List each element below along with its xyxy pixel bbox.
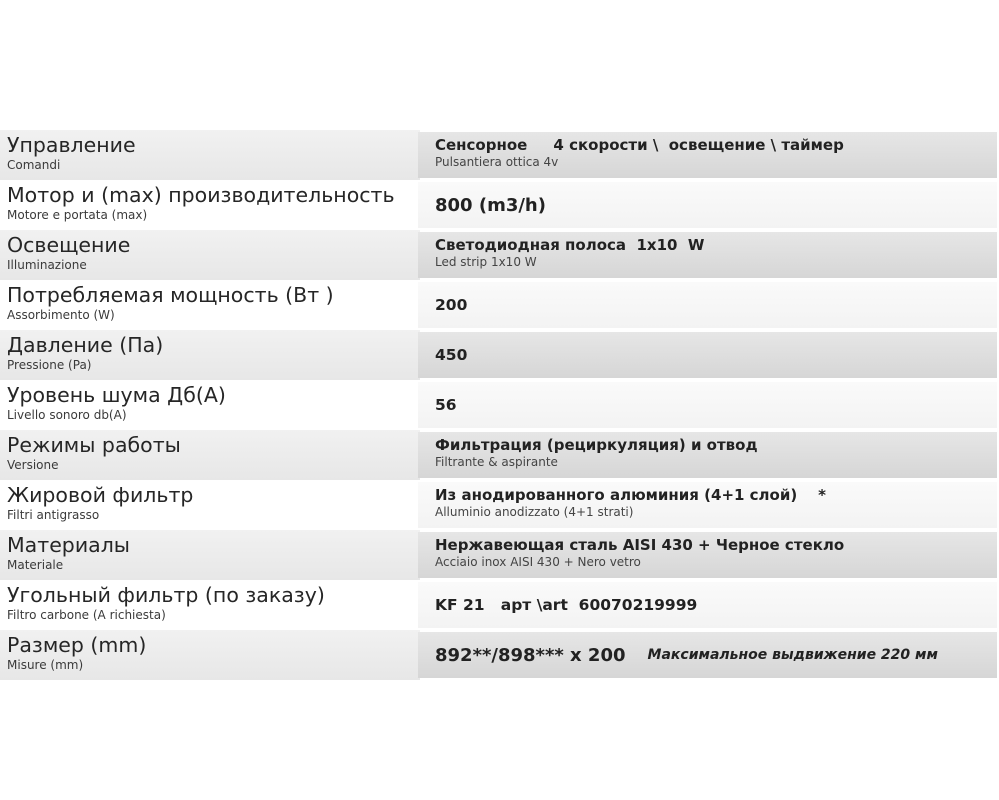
spec-label-cell (0, 180, 420, 230)
spec-value-cell (418, 482, 997, 528)
spec-label-ru: Угольный фильтр (по заказу) (7, 583, 325, 607)
spec-label-it: Misure (mm) (7, 658, 84, 672)
spec-label-it: Versione (7, 458, 59, 472)
spec-value-ru: Сенсорное 4 скорости \ освещение \ таймер (435, 136, 844, 154)
spec-value-cell (418, 532, 997, 578)
spec-label-cell (0, 130, 420, 180)
spec-label-it: Livello sonoro db(A) (7, 408, 127, 422)
spec-label-cell (0, 480, 420, 530)
spec-label-ru: Освещение (7, 233, 131, 257)
spec-value-it: Acciaio inox AISI 430 + Nero vetro (435, 555, 641, 569)
spec-value-ru: Нержавеющая сталь AISI 430 + Черное стекло (435, 536, 845, 554)
spec-label-ru: Уровень шума Дб(А) (7, 383, 226, 407)
spec-label-it: Filtri antigrasso (7, 508, 100, 522)
spec-row-grease-filter (0, 480, 999, 530)
spec-label-it: Assorbimento (W) (7, 308, 115, 322)
spec-value-size (435, 632, 938, 678)
spec-label-it: Comandi (7, 158, 61, 172)
spec-value-it: Filtrante & aspirante (435, 455, 558, 469)
spec-value: KF 21 арт \art 60070219999 (435, 596, 698, 614)
spec-value-cell (418, 232, 997, 278)
spec-value-cell (418, 332, 997, 378)
spec-label-cell (0, 530, 420, 580)
spec-label-cell (0, 230, 420, 280)
spec-label-cell (0, 330, 420, 380)
spec-row-power (0, 280, 999, 330)
spec-label-cell (0, 580, 420, 630)
spec-label-it: Filtro carbone (A richiesta) (7, 608, 166, 622)
spec-value-cell (418, 632, 997, 678)
spec-label-ru: Потребляемая мощность (Вт ) (7, 283, 334, 307)
spec-value-cell (418, 582, 997, 628)
spec-label-ru: Размер (mm) (7, 633, 147, 657)
spec-label-cell (0, 630, 420, 680)
spec-label-cell (0, 430, 420, 480)
spec-row-motor (0, 180, 999, 230)
spec-row-pressure (0, 330, 999, 380)
spec-row-size (0, 630, 999, 680)
spec-row-lighting (0, 230, 999, 280)
spec-value-ru: Фильтрация (рециркуляция) и отвод (435, 436, 758, 454)
spec-value-size-note: Максимальное выдвижение 220 мм (647, 647, 938, 663)
spec-value-cell (418, 282, 997, 328)
spec-value-cell (418, 382, 997, 428)
spec-value-ru: Светодиодная полоса 1x10 W (435, 236, 705, 254)
spec-label-ru: Режимы работы (7, 433, 181, 457)
spec-value-ru: Из анодированного алюминия (4+1 слой) * (435, 486, 826, 504)
spec-value: 450 (435, 346, 468, 364)
spec-value-it: Led strip 1x10 W (435, 255, 537, 269)
spec-label-ru: Управление (7, 133, 136, 157)
spec-label-it: Motore e portata (max) (7, 208, 148, 222)
spec-value: 56 (435, 396, 457, 414)
spec-label-it: Pressione (Pa) (7, 358, 92, 372)
spec-value-it: Alluminio anodizzato (4+1 strati) (435, 505, 634, 519)
spec-value-cell (418, 132, 997, 178)
spec-value: 800 (m3/h) (435, 194, 546, 216)
spec-row-noise (0, 380, 999, 430)
spec-row-version (0, 430, 999, 480)
spec-label-cell (0, 380, 420, 430)
spec-value: 200 (435, 296, 468, 314)
spec-label-ru: Материалы (7, 533, 130, 557)
spec-value-size-main: 892**/898*** x 200 (435, 644, 626, 666)
spec-value-it: Pulsantiera ottica 4v (435, 155, 559, 169)
spec-value-cell (418, 182, 997, 228)
spec-label-ru: Давление (Па) (7, 333, 164, 357)
spec-label-it: Illuminazione (7, 258, 87, 272)
spec-row-carbon-filter (0, 580, 999, 630)
spec-table (0, 130, 999, 680)
spec-label-ru: Жировой фильтр (7, 483, 194, 507)
spec-label-it: Materiale (7, 558, 64, 572)
spec-value-cell (418, 432, 997, 478)
spec-row-controls (0, 130, 999, 180)
spec-row-materials (0, 530, 999, 580)
spec-label-cell (0, 280, 420, 330)
spec-label-ru: Мотор и (max) производительность (7, 183, 395, 207)
